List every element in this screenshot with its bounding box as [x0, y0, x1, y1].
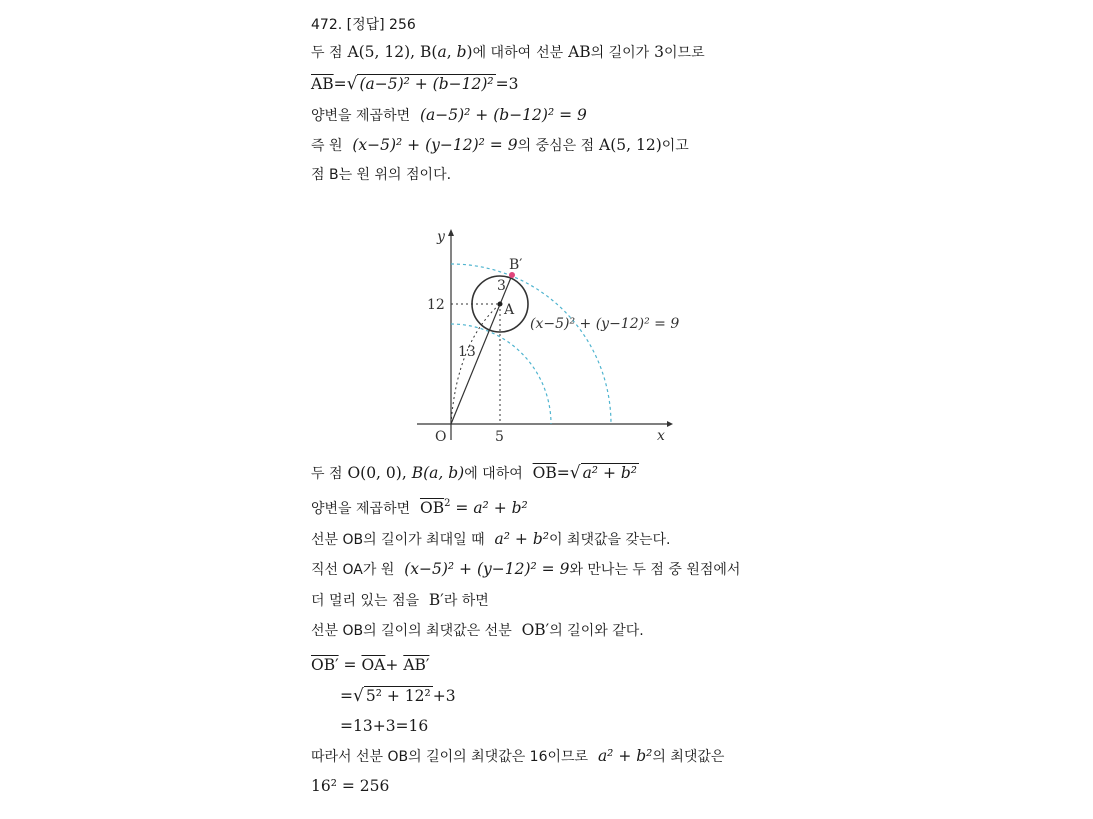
ob-prime-equation-2: =√ 5² + 12² +3 [340, 686, 456, 706]
point-a [498, 302, 503, 307]
problem-title: 472. [정답] 256 [311, 17, 416, 33]
y-axis-label: y [437, 229, 445, 245]
circle-figure [405, 222, 695, 452]
final-answer: 16² = 256 [311, 777, 390, 795]
origin-label: O [435, 429, 447, 445]
label-3: 3 [497, 278, 506, 294]
circle-equation-label: (x−5)² + (y−12)² = 9 [530, 316, 680, 332]
label-13: 13 [458, 344, 476, 360]
point-b-on-circle: 점 B는 원 위의 점이다. [311, 167, 452, 183]
final-line: 따라서 선분 OB의 길이의 최댓값은 16이므로 a² + b²의 최댓값은 [311, 747, 725, 765]
x-axis-label: x [657, 428, 665, 444]
inner-dashed-arc [451, 324, 551, 424]
x-tick-5: 5 [495, 429, 504, 445]
y-axis-arrow [448, 229, 454, 236]
ob-squared-line: 양변을 제곱하면 $\overline{OB}^2 = a^2 + b^2$ [311, 498, 528, 517]
y-tick-12: 12 [427, 297, 445, 313]
ob-prime-equation-3: =13+3=16 [340, 717, 429, 735]
label-b-prime: B′ [509, 257, 523, 273]
label-a: A [504, 302, 515, 318]
farther-point-line: 더 멀리 있는 점을 B′라 하면 [311, 591, 489, 609]
ab-length-equation: $\overline{AB}=√$ (a−5)² + (b−12)² =3 [311, 74, 519, 94]
x-axis-arrow [667, 421, 673, 427]
max-equals-line: 선분 OB의 길이의 최댓값은 선분 OB′의 길이와 같다. [311, 621, 644, 639]
line-1: 두 점 A(5, 12), B(a, b)에 대하여 선분 AB의 길이가 3이므로 [311, 43, 705, 61]
ob-distance-line: 두 점 O(0, 0), B(a, b)에 대하여 $\overline{OB}=√$ a² + b² [311, 463, 637, 483]
max-condition-line: 선분 OB의 길이가 최대일 때 a² + b²이 최댓값을 갖는다. [311, 530, 671, 548]
squared-equation: 양변을 제곱하면 (a−5)² + (b−12)² = 9 [311, 106, 587, 124]
line-oa-meet: 직선 OA가 원 (x−5)² + (y−12)² = 9와 만나는 두 점 중 원점에서 [311, 560, 741, 578]
circle-center-line: 즉 원 (x−5)² + (y−12)² = 9의 중심은 점 A(5, 12)이고 [311, 136, 689, 154]
ob-prime-equation: $OB' = \overline{OA}+ AB'$ [311, 656, 430, 674]
